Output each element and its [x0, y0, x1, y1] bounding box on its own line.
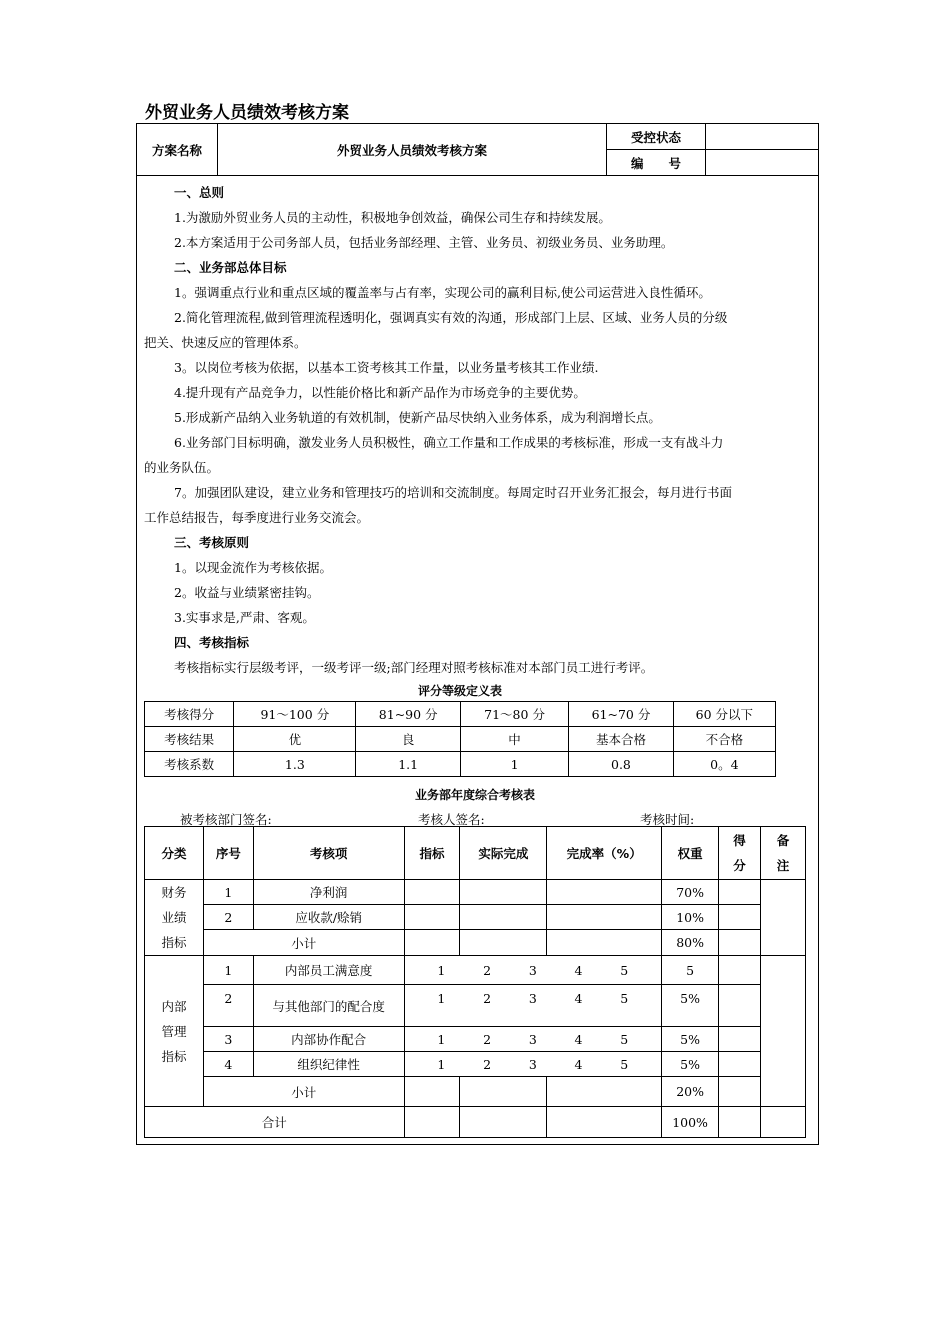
table-cell: 考核结果	[145, 727, 234, 752]
paragraph-continued: 工作总结报告，每季度进行业务交流会。	[144, 510, 370, 525]
actual-cell[interactable]	[460, 1107, 547, 1138]
section-heading: 四、考核指标	[174, 635, 250, 650]
plan-name-value: 外贸业务人员绩效考核方案	[218, 124, 607, 176]
plan-name-label: 方案名称	[137, 124, 218, 176]
table-cell: 中	[460, 727, 568, 752]
paragraph: 考核指标实行层级考评，一级考评一级;部门经理对照考核标准对本部门员工进行考评。	[174, 660, 654, 675]
item-cell: 应收款/赊销	[253, 905, 404, 930]
table-row	[145, 1027, 806, 1052]
table-cell: 1.1	[356, 752, 461, 777]
col-header-note-line2: 注	[776, 858, 790, 873]
rate-cell[interactable]	[547, 930, 662, 956]
rate-cell[interactable]	[547, 905, 662, 930]
weight-cell: 100%	[662, 1107, 719, 1138]
dept-signature-label: 被考核部门签名:	[180, 812, 272, 827]
rating-option[interactable]: 5	[620, 991, 629, 1006]
item-cell: 净利润	[253, 880, 404, 905]
score-cell[interactable]	[719, 1107, 761, 1138]
col-header-score	[719, 827, 761, 880]
category-line: 指标	[161, 935, 187, 950]
document-body	[144, 180, 814, 680]
indicator-cell[interactable]	[404, 1107, 460, 1138]
rate-cell[interactable]	[547, 880, 662, 905]
category-line: 业绩	[161, 910, 187, 925]
col-header-rate: 完成率（%）	[547, 827, 662, 880]
score-cell[interactable]	[719, 956, 761, 985]
total-label: 合计	[145, 1107, 405, 1138]
indicator-cell[interactable]	[404, 930, 460, 956]
paragraph: 1。以现金流作为考核依据。	[174, 560, 332, 575]
rating-scale	[404, 956, 662, 985]
rating-option[interactable]: 4	[574, 991, 583, 1006]
col-header-seq: 序号	[203, 827, 253, 880]
rating-option[interactable]: 1	[437, 1056, 446, 1072]
score-cell[interactable]	[719, 880, 761, 905]
score-cell[interactable]	[719, 1027, 761, 1052]
col-header-score-line1: 得	[733, 833, 746, 848]
item-cell: 内部员工满意度	[253, 956, 404, 985]
col-header-note	[761, 827, 806, 880]
rate-cell[interactable]	[547, 1107, 662, 1138]
weight-cell: 10%	[662, 905, 719, 930]
actual-cell[interactable]	[460, 880, 547, 905]
seq-cell: 1	[203, 956, 253, 985]
section-heading: 一、总则	[174, 185, 225, 200]
rating-option[interactable]: 2	[483, 1031, 492, 1047]
col-header-indicator: 指标	[404, 827, 460, 880]
score-cell[interactable]	[719, 1052, 761, 1077]
weight-cell: 5%	[662, 985, 719, 1027]
note-cell[interactable]	[761, 956, 806, 1107]
table-row	[145, 880, 806, 905]
paragraph: 2.简化管理流程,做到管理流程透明化，强调真实有效的沟通，形成部门上层、区域、业务人员的分级	[174, 310, 728, 325]
table-row	[145, 956, 806, 985]
weight-cell: 70%	[662, 880, 719, 905]
rating-option[interactable]: 3	[528, 962, 537, 978]
seq-cell: 1	[203, 880, 253, 905]
weight-cell: 80%	[662, 930, 719, 956]
table-row	[145, 727, 776, 752]
assessor-signature-label: 考核人签名:	[418, 812, 485, 827]
actual-cell[interactable]	[460, 905, 547, 930]
actual-cell[interactable]	[460, 1077, 547, 1107]
col-header-category: 分类	[145, 827, 204, 880]
rating-option[interactable]: 4	[574, 962, 583, 978]
score-table	[144, 826, 806, 1138]
seq-cell: 3	[203, 1027, 253, 1052]
paragraph: 1.为激励外贸业务人员的主动性，积极地争创效益，确保公司生存和持续发展。	[174, 210, 611, 225]
table-cell: 考核系数	[145, 752, 234, 777]
rating-option[interactable]: 1	[437, 962, 446, 978]
header-table	[136, 123, 819, 176]
rating-option[interactable]: 4	[574, 1031, 583, 1047]
section-heading: 二、业务部总体目标	[174, 260, 287, 275]
rating-option[interactable]: 5	[620, 962, 629, 978]
control-status-value[interactable]	[706, 124, 819, 150]
paragraph: 6.业务部门目标明确，激发业务人员积极性，确立工作量和工作成果的考核标准，形成一支有战斗力	[174, 435, 724, 450]
weight-cell: 20%	[662, 1077, 719, 1107]
grade-table-caption: 评分等级定义表	[417, 684, 502, 698]
indicator-cell[interactable]	[404, 880, 460, 905]
rating-option[interactable]: 5	[620, 1031, 629, 1047]
paragraph: 7。加强团队建设，建立业务和管理技巧的培训和交流制度。每周定时召开业务汇报会，每月进行书面	[174, 485, 732, 500]
table-cell: 0.8	[569, 752, 674, 777]
col-header-weight: 权重	[662, 827, 719, 880]
table-cell: 81~90 分	[356, 702, 461, 727]
score-table-caption: 业务部年度综合考核表	[414, 788, 535, 802]
paragraph-continued: 的业务队伍。	[144, 460, 220, 475]
col-header-actual: 实际完成	[460, 827, 547, 880]
table-row	[145, 1052, 806, 1077]
table-row	[145, 752, 776, 777]
item-cell: 内部协作配合	[253, 1027, 404, 1052]
table-cell: 0。4	[673, 752, 775, 777]
category-line: 指标	[161, 1048, 187, 1064]
control-status-label: 受控状态	[607, 124, 706, 150]
actual-cell[interactable]	[460, 930, 547, 956]
assessment-time-label: 考核时间:	[640, 812, 695, 827]
paragraph: 1。强调重点行业和重点区域的覆盖率与占有率，实现公司的赢利目标,使公司运营进入良性循环。	[174, 285, 711, 300]
indicator-cell[interactable]	[404, 905, 460, 930]
table-row	[145, 702, 776, 727]
col-header-score-line2: 分	[733, 858, 746, 873]
item-cell: 与其他部门的配合度	[253, 985, 404, 1027]
item-cell: 组织纪律性	[253, 1052, 404, 1077]
seq-cell: 4	[203, 1052, 253, 1077]
table-cell: 不合格	[673, 727, 775, 752]
rating-option[interactable]: 3	[528, 991, 537, 1006]
score-cell[interactable]	[719, 930, 761, 956]
table-row	[145, 1107, 806, 1138]
table-cell: 优	[234, 727, 356, 752]
rating-option[interactable]: 1	[437, 1031, 446, 1047]
paragraph: 3.实事求是,严肃、客观。	[174, 610, 315, 625]
rating-option[interactable]: 1	[437, 991, 446, 1006]
serial-number-value[interactable]	[706, 150, 819, 176]
indicator-cell[interactable]	[404, 1077, 460, 1107]
rating-option[interactable]: 3	[528, 1056, 537, 1072]
rating-option[interactable]: 5	[620, 1056, 629, 1072]
table-cell: 71～80 分	[460, 702, 568, 727]
rate-cell[interactable]	[547, 1077, 662, 1107]
subtotal-label: 小计	[203, 1077, 404, 1107]
weight-cell: 5%	[662, 1052, 719, 1077]
table-cell: 91～100 分	[234, 702, 356, 727]
rating-option[interactable]: 2	[483, 1056, 492, 1072]
category-management	[145, 956, 204, 1107]
seq-cell: 2	[203, 985, 253, 1027]
score-cell[interactable]	[719, 985, 761, 1027]
table-cell: 基本合格	[569, 727, 674, 752]
table-cell: 良	[356, 727, 461, 752]
col-header-note-line1: 备	[776, 833, 790, 848]
table-row	[145, 985, 806, 1027]
rating-option[interactable]: 4	[574, 1056, 583, 1072]
score-cell[interactable]	[719, 905, 761, 930]
note-cell[interactable]	[761, 1107, 806, 1138]
category-financial	[145, 880, 204, 956]
rating-option[interactable]: 2	[483, 991, 492, 1006]
paragraph: 5.形成新产品纳入业务轨道的有效机制，使新产品尽快纳入业务体系，成为利润增长点。	[174, 410, 661, 425]
rating-option[interactable]: 3	[528, 1031, 537, 1047]
rating-option[interactable]: 2	[483, 962, 492, 978]
category-line: 管理	[161, 1023, 187, 1039]
section-heading: 三、考核原则	[174, 535, 250, 550]
paragraph: 3。以岗位考核为依据，以基本工资考核其工作量，以业务量考核其工作业绩.	[174, 360, 599, 375]
serial-number-label: 编 号	[607, 150, 706, 176]
table-cell: 1	[460, 752, 568, 777]
score-cell[interactable]	[719, 1077, 761, 1107]
note-cell[interactable]	[761, 880, 806, 956]
rating-scale	[404, 1052, 662, 1077]
grade-table	[144, 701, 776, 777]
paragraph: 2.本方案适用于公司务部人员，包括业务部经理、主管、业务员、初级业务员、业务助理。	[174, 235, 674, 250]
table-cell: 1.3	[234, 752, 356, 777]
table-cell: 61~70 分	[569, 702, 674, 727]
table-cell: 考核得分	[145, 702, 234, 727]
seq-cell: 2	[203, 905, 253, 930]
col-header-item: 考核项	[253, 827, 404, 880]
table-row	[145, 930, 806, 956]
rating-scale	[404, 1027, 662, 1052]
document-title: 外贸业务人员绩效考核方案	[145, 103, 349, 123]
weight-cell: 5%	[662, 1027, 719, 1052]
table-header-row	[145, 827, 806, 880]
category-line: 财务	[161, 885, 187, 900]
weight-cell: 5	[662, 956, 719, 985]
paragraph-continued: 把关、快速反应的管理体系。	[144, 335, 307, 350]
rating-scale	[404, 985, 662, 1027]
table-cell: 60 分以下	[673, 702, 775, 727]
paragraph: 2。收益与业绩紧密挂钩。	[174, 585, 320, 600]
table-row	[145, 905, 806, 930]
paragraph: 4.提升现有产品竞争力，以性能价格比和新产品作为市场竞争的主要优势。	[174, 385, 586, 400]
category-line: 内部	[161, 998, 187, 1014]
subtotal-label: 小计	[203, 930, 404, 956]
table-row	[145, 1077, 806, 1107]
